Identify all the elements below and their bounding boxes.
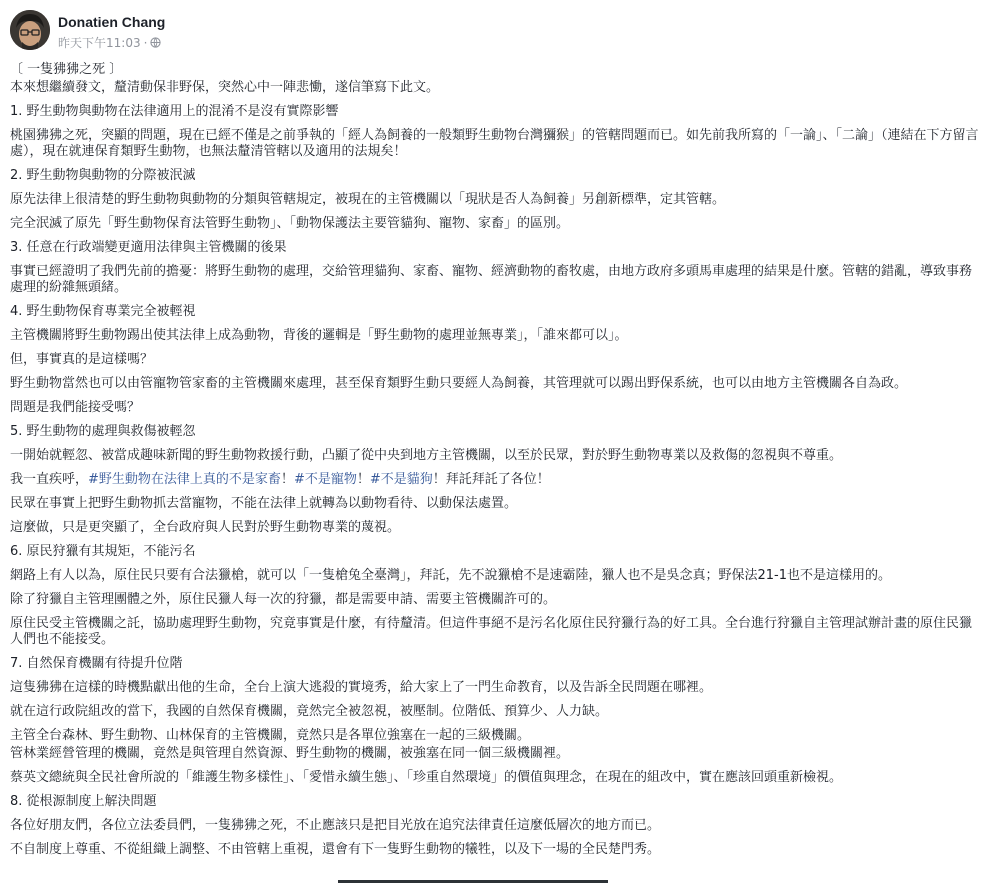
paragraph: 蔡英文總統與全民社會所說的「維護生物多樣性」、「愛惜永續生態」、「珍重自然環境」的價值與理念，在現在的組改中，實在應該回頭重新檢視。 [10, 770, 843, 785]
paragraph: 主管全台森林、野生動物、山林保育的主管機關，竟然只是各單位強塞在一起的三級機關。 [10, 728, 531, 743]
section-heading: 5. 野生動物的處理與救傷被輕忽 [10, 424, 196, 439]
section-heading: 6. 原民狩獵有其規矩，不能污名 [10, 544, 196, 559]
text-span: ！ [280, 472, 294, 487]
post-timestamp[interactable]: 昨天下午11:03 [58, 36, 141, 50]
paragraph: 這隻狒狒在這樣的時機點獻出他的生命，全台上演大逃殺的實境秀，給大家上了一門生命教育，以及告訴全民問題在哪裡。 [10, 680, 713, 695]
avatar[interactable] [10, 10, 50, 50]
text-span: 我一直疾呼， [10, 472, 89, 487]
hashtag-link[interactable]: #不是寵物 [293, 472, 357, 487]
paragraph: 主管機關將野生動物踢出使其法律上成為動物，背後的邏輯是「野生動物的處理並無專業」，「誰來都可以」。 [10, 328, 628, 343]
paragraph: 野生動物當然也可以由管寵物管家畜的主管機關來處理，甚至保育類野生動只要經人為飼養，其管理就可以踢出野保系統，也可以由地方主管機關各自為政。 [10, 376, 908, 391]
paragraph: 原先法律上很清楚的野生動物與動物的分類與管轄規定，被現在的主管機關以「現狀是否人為飼養」另創新標準，定其管轄。 [10, 192, 726, 207]
section-heading: 2. 野生動物與動物的分際被泯滅 [10, 168, 196, 183]
paragraph: 民眾在事實上把野生動物抓去當寵物，不能在法律上就轉為以動物看待、以動保法處置。 [10, 496, 518, 511]
paragraph: 完全泯滅了原先「野生動物保育法管野生動物」、「動物保護法主要管貓狗、寵物、家畜」的區別。 [10, 216, 570, 231]
paragraph: 問題是我們能接受嗎？ [10, 400, 141, 415]
post-meta [58, 34, 161, 51]
paragraph: 網路上有人以為，原住民只要有合法獵槍，就可以「一隻槍兔全臺灣」，拜託，先不說獵槍不是速霸陸，獵人也不是吳念真；野保法21-1也不是這樣用的。 [10, 568, 892, 583]
paragraph: 除了狩獵自主管理團體之外，原住民獵人每一次的狩獵，都是需要申請、需要主管機關許可的。 [10, 592, 557, 607]
paragraph-with-hashtags [10, 472, 982, 488]
hashtag-link[interactable]: #不是貓狗 [369, 472, 433, 487]
author-name[interactable]: Donatien Chang [58, 14, 166, 30]
section-heading: 8. 從根源制度上解決問題 [10, 794, 157, 809]
meta-separator: · [143, 36, 148, 50]
section-heading: 1. 野生動物與動物在法律適用上的混淆不是沒有實際影響 [10, 104, 339, 119]
paragraph: 管林業經營管理的機關，竟然是與管理自然資源、野生動物的機關，被強塞在同一個三級機關裡。 [10, 746, 570, 761]
text-span: ！拜託拜託了各位！ [432, 472, 550, 487]
paragraph: 各位好朋友們，各位立法委員們，一隻狒狒之死，不止應該只是把目光放在追究法律責任這麼低層次的地方而已。 [10, 818, 661, 833]
paragraph: 本來想繼續發文，釐清動保非野保，突然心中一陣悲慟，遂信筆寫下此文。 [10, 80, 440, 95]
section-heading: 7. 自然保育機關有待提升位階 [10, 656, 183, 671]
paragraph: 原住民受主管機關之託，協助處理野生動物，究竟事實是什麼，有待釐清。但這件事絕不是污名化原住民狩獵行為的好工具。全台進行狩獵自主管理試辦計畫的原住民獵人們也不能接受。 [10, 616, 973, 647]
paragraph: 就在這行政院組改的當下，我國的自然保育機關，竟然完全被忽視，被壓制。位階低、預算少、人力缺。 [10, 704, 609, 719]
paragraph: 但，事實真的是這樣嗎？ [10, 352, 154, 367]
paragraph: 不自制度上尊重、不從組織上調整、不由管轄上重視，還會有下一隻野生動物的犧牲，以及下一場的全民楚門秀。 [10, 842, 661, 857]
post-header [10, 10, 610, 54]
text-span: ！ [356, 472, 370, 487]
section-heading: 3. 任意在行政端變更適用法律與主管機關的後果 [10, 240, 287, 255]
hashtag-link[interactable]: #野生動物在法律上真的不是家畜 [88, 472, 281, 487]
post-title: 〔 一隻狒狒之死 〕 [10, 62, 123, 77]
post-body [10, 62, 982, 866]
paragraph: 事實已經證明了我們先前的擔憂：將野生動物的處理，交給管理貓狗、家畜、寵物、經濟動物的畜牧處，由地方政府多頭馬車處理的結果是什麼。管轄的錯亂，導致事務處理的紛雜無頭緒。 [10, 264, 973, 295]
section-heading: 4. 野生動物保育專業完全被輕視 [10, 304, 196, 319]
paragraph: 這麼做，只是更突顯了，全台政府與人民對於野生動物專業的蔑視。 [10, 520, 401, 535]
paragraph: 一開始就輕忽、被當成趣味新聞的野生動物救援行動，凸顯了從中央到地方主管機關，以至於民眾，對於野生動物專業以及救傷的忽視與不尊重。 [10, 448, 843, 463]
paragraph: 桃園狒狒之死，突顯的問題，現在已經不僅是之前爭執的「經人為飼養的一般類野生動物台灣獼猴」的管轄問題而已。如先前我所寫的「一論」、「二論」（連結在下方留言處），現在就連保育類野生動物，也無法釐清管轄以及適用的法規矣！ [10, 128, 979, 159]
globe-icon[interactable] [150, 37, 161, 48]
